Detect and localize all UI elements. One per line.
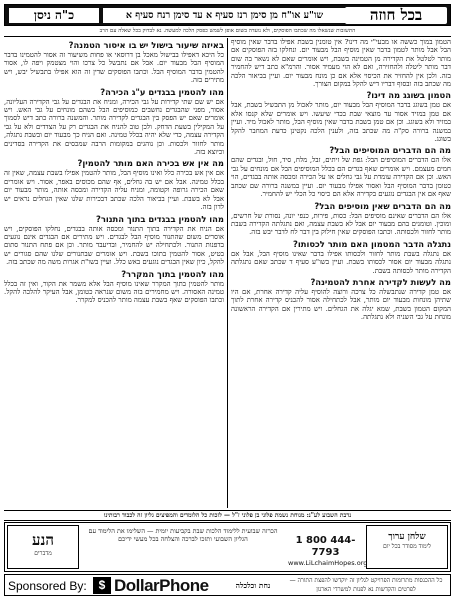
ad-logo-right bbox=[366, 525, 448, 569]
section bbox=[231, 90, 451, 143]
ad-right-title: שלחן ערוך bbox=[388, 532, 426, 542]
ad-logo-left bbox=[7, 525, 79, 569]
dedication-note: נדבת השבוע לע"נ: מנוחת נשמת פלוני בן פלוני ז"ל — לזכות כל הלומדים והמפיצים גליון זה לכבוד רבותינו bbox=[4, 510, 451, 521]
section bbox=[231, 145, 451, 198]
section-body: הטמון במוך כששה או מבעי"י מה דינו? אין טומנין בשבת אפילו בדבר שאין מוסיף הבל אבל מותר לטמון בדבר שאין מוסיף הבל מבעוד יום. ונחלקו בזה הפוסקים אם מותר לטלטל את הקדירה מן הטמינה בשבת, ויש אומרים שאם לא נשאר בה שום דבר מותר ליטלה ולהחזירה, ואם לא הוי מעמיד אסור. והרמ"א כתב דיש להחמיר בזה. ולכן אין להחזיר את הכיסוי אלא אם כן מונח מבעוד יום. ועיין בביאור הלכה מה שכתב בזה ובסוף דבריו דיש להקל במקום הצורך. bbox=[231, 38, 451, 89]
ad-text: הכרזה שבועית ללימוד הלכות שבת בקביעות יומית — השלימו את הלימוד עם הגליון השבועי ותזכו לברכה והצלחה בכל מעשי ידיכם bbox=[88, 527, 278, 543]
section-body: אם נתגלה בשבת מותר לחזור ולכסותו אפילו בדבר שאינו מוסיף הבל, אבל אם נתגלה מבעוד יום אסור לכסותו בשבת. ועיין בשו"ע סעיף ד שכתב שאם נתגלתה הקדירה מותר לכסותה בשבת. bbox=[231, 249, 451, 275]
section-body: כל היכא דאפילו בבישול מאכל בן דרוסאי או פחות משיעור זה אסור להטמינו בדבר המוסיף הבל מבעוד יום. אבל אם נתבשל כל צרכו והוי מצטמק ויפה לו, אסור להטמין בדבר המוסיף הבל. וכתבו הפוסקים שדין זה הוא אפילו בתבשיל יבש, ויש מתירים בזה. bbox=[4, 51, 224, 85]
column-left bbox=[4, 38, 224, 508]
section-body: אלו הם הדברים שאינם מוסיפים הבל: כסות, פירות, כנפי יונה, נסורת של חרשים, ומוכין. וטומנים בהם מבעוד יום אבל לא בשבת עצמה, ואם נתגלתה הקדירה בשבת מותר לחזור ולכסותה. וכתבו הפוסקים שאין חילוק בין דבר לח לדבר יבש בזה. bbox=[231, 211, 451, 237]
section bbox=[4, 40, 224, 85]
page bbox=[4, 4, 451, 596]
sponsor-label: Sponsored By: bbox=[8, 579, 87, 593]
sponsor-brand-name: DollarPhone bbox=[114, 576, 209, 595]
ad-logo-sub: מדברים bbox=[34, 550, 52, 557]
ad-contact bbox=[288, 529, 368, 567]
column-right bbox=[231, 38, 451, 508]
section-body: מותר להטמין בתוך המקרר שאינו מוסיף הבל אלא משמר את הקור, ואין זה בכלל טמינה האסורה. ויש מחמירים בזה משום שנראה כטומן, אבל העיקר להלכה להקל. וכתבו הפוסקים שאף בשבת עצמה מותר להכניס למקרר. bbox=[4, 279, 224, 305]
sponsor-text: כל ההכנסות מתרומות הפרויקט לגליון זה יוקדשו להפצת התורה — לפרטים והקדשות נא לפנות למשרדי הארגון bbox=[289, 577, 443, 593]
ad-phone-number[interactable]: 1 800 444-7793 bbox=[295, 535, 356, 558]
section bbox=[4, 269, 224, 305]
ad-website[interactable]: www.LiLchaimHopes.org bbox=[288, 559, 368, 567]
section-body: אם אין אש בכירה כלל ואינו מוסיף הבל, מותר להטמין אפילו בשבת עצמה, שאין זה בכלל טמינה. אבל אם יש בה גחלים, אף שהם מכוסים באפר, אסור. ויש אומרים שאם הכירה גרופה וקטומה, ומניח עליה הקדירה ומכסה אותה, מותר מבעוד יום אבל לא בשבת. ועיין בביאור הלכה שכתב דבכירות שלנו שאין הגחלים נראים יש לדון בזה. bbox=[4, 169, 224, 212]
section bbox=[231, 277, 451, 322]
section bbox=[231, 201, 451, 237]
dollar-icon: $ bbox=[93, 577, 111, 594]
section-title: מהו להטמין בבגדים בתוך התנור? bbox=[95, 213, 224, 224]
section-body: אלו הם הדברים המוסיפים הבל: גפת של זיתים, זבל, מלח, סיד, חול, ובגדים שהם חמים מעצמם. ויש אומרים שאף בגדים הם בכלל המוסיפים הבל אם מונחים על גבי האש. וכן אם הקדירה עומדת על גבי גחלים או על הכירה ומכסה אותה בבגדים, הוי כטומן בדבר המוסיף הבל ואסור אפילו מבעוד יום. ועיין במשנה ברורה שם שכתב שאף אם אין הבגדים נוגעים בקדירה אלא הם כיסוי כל הכלי יש להחמיר. bbox=[231, 156, 451, 199]
section-title: נתגלה הדבר המטמון האם מותר לכסותו? bbox=[292, 238, 451, 249]
footer bbox=[4, 510, 451, 596]
section bbox=[4, 158, 224, 211]
section-title: הטמון בשוגג מה דינו? bbox=[366, 90, 451, 101]
ad-right-sub: לימוד מסודר בכל יום bbox=[383, 543, 431, 550]
section-body: אם יש שם שתי קדירות על גבי הכירה, ומניח את הבגדים על גבי הקדירה העליונה, אסור, מפני שהבגדים נחשבים כמוסיפים הבל כשהם מונחים על גבי האש. ויש אומרים שאם יש הפסק בין הבגדים לקדירה מותר. והמשנה ברורה כתב דיש לסמוך על המקילין בשעת הדחק. ולכן טוב להניח את הבגדים רק על הצדדים ולא על גבי הקדירה עצמה, כדי שלא יהיה בכלל טמינה. ואם הניח כך מבעוד יום ובשבת נתגלה, מותר לחזור ולכסות. וכן נוהגים במקומות הרבה שמכסים את הקדירה בסדינים וכיוצא בזה. bbox=[4, 97, 224, 157]
header-subtitle: שו"ע או"ח מן סימן רנז סעיף א עד סימן רנח סעיף א bbox=[103, 8, 346, 23]
sponsor-bar[interactable] bbox=[4, 574, 451, 596]
section bbox=[231, 239, 451, 275]
content-columns bbox=[4, 38, 451, 508]
sponsor-logo[interactable] bbox=[93, 577, 221, 594]
header-bar bbox=[4, 4, 451, 26]
sponsor-tagline: נחת וכלכלה bbox=[235, 581, 271, 590]
section-title: מהו להטמין בתוך המקרר? bbox=[121, 268, 224, 279]
ad-logo-text: הנע bbox=[32, 531, 54, 549]
section-title: מה לעשות לקדירה אחרת להטמינה? bbox=[310, 276, 451, 287]
publication-title: בכל חוזה bbox=[345, 7, 447, 24]
section-title: מה הם הדברים המוסיפים הבל? bbox=[329, 145, 451, 156]
section-title: באיזה שיעור בישול יש בו איסור הטמנה? bbox=[68, 40, 224, 50]
header-disclaimer: התשובות שנשאלו מה שכתבו הפוסקים, ולא נועדה בשום אופן לשמש כפסק הלכה למעשה. נא לבדוק בכל שאלה עם הרב bbox=[4, 27, 451, 37]
section-title: מהו להטמין בבגדים ע"ג הכירה? bbox=[100, 86, 224, 97]
section bbox=[4, 87, 224, 157]
section bbox=[231, 38, 451, 88]
section bbox=[4, 214, 224, 267]
section-body: אם הניח את הקדירה בתוך התנור ומכסה אותה בבגדים, נחלקו הפוסקים, ויש אוסרים משום שהתנור מוסיף הבל לבגדים. ויש מתירים אם הבגדים אינם נוגעים בדפנות התנור. ולכתחילה יש להחמיר, ובדיעבד מותר. וכן אם פתח התנור סתום בטיט, אסור להטמין בתוכו בשבת. ויש אומרים שבתנורים שלנו שהם סגורים יש להקל, כיון שאין הבגדים נוגעים באש כלל. ועיין בשו"ת אגרות משה מה שכתב בזה. bbox=[4, 224, 224, 267]
column-divider bbox=[227, 38, 228, 508]
section-title: מה אין אש בכירה האם מותר להטמין? bbox=[77, 158, 224, 169]
section-body: אם טמן בשוגג בדבר המוסיף הבל מבעוד יום, מותר לאכול מן התבשיל בשבת, אבל אם טמן במזיד אסור עד מוצאי שבת בכדי שיעשו. ויש אומרים שלא קנסו אלא במזיד ולא בשוגג. וכן אם טמן בשבת בדבר שאין מוסיף הבל, מותר לאכול מיד. ועיין במשנה ברורה סק"ה מה שכתב בזה, ולענין הלכה נקטינן כדעת המחבר להקל בשוגג. bbox=[231, 101, 451, 144]
date-label: כ"ה ניסן bbox=[9, 8, 99, 23]
advertisement-banner[interactable] bbox=[4, 522, 451, 572]
section-body: אם טמן קדירה שנתבשלה כל צרכה ורוצה להוסיף עליה קדירה אחרת, אם היו שתיהן מונחות מבעוד יום מותר, אבל לכתחילה אסור להכניס קדירה אחרת לתוך המקום הטמון בשבת, שמא יגלה את הגחלים. ויש מתירין אם הקדירה הראשונה מונחת על גבי השניה ולא נתגלתה. bbox=[231, 287, 451, 322]
section-title: מה הם הדברים שאין מוסיפים הבל? bbox=[314, 200, 451, 211]
